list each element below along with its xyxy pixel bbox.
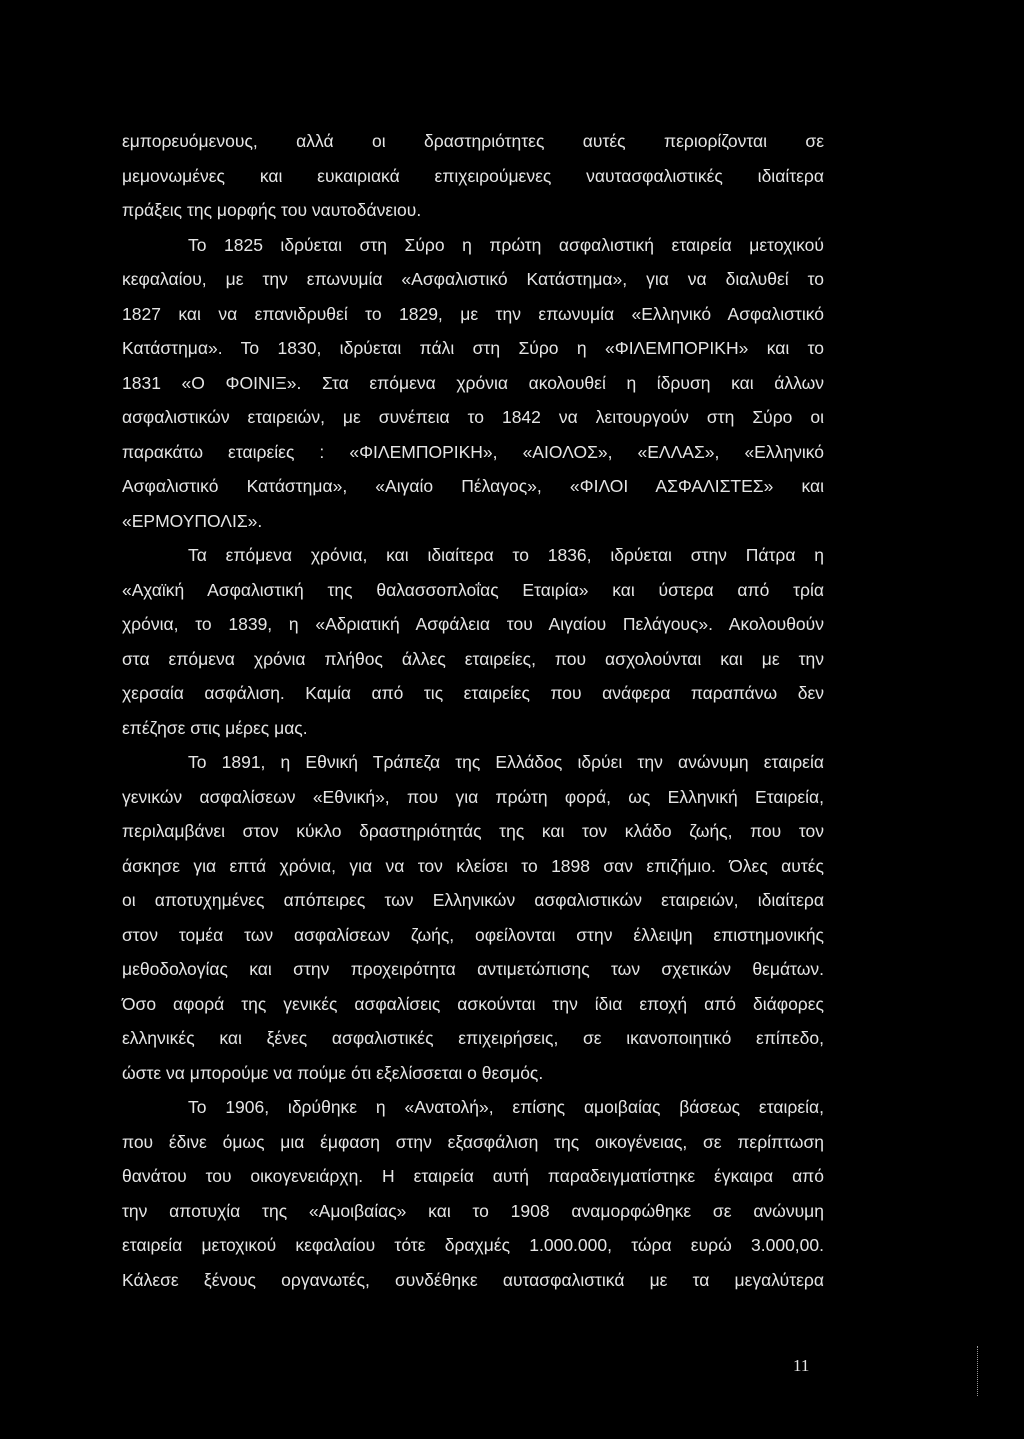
text-line: ασφαλιστικών εταιρειών, με συνέπεια το 1842 να λειτουργούν στη Σύρο οι	[122, 407, 824, 427]
text-line: πράξεις της μορφής του ναυτοδάνειου.	[122, 200, 422, 220]
text-line: χρόνια, το 1839, η «Αδριατική Ασφάλεια του Αιγαίου Πελάγους». Ακολουθούν	[122, 614, 824, 634]
text-line: περιλαμβάνει στον κύκλο δραστηριότητάς της και τον κλάδο ζωής, που τον	[122, 821, 824, 841]
text-line: την αποτυχία της «Αμοιβαίας» και το 1908 αναμορφώθηκε σε ανώνυμη	[122, 1200, 824, 1221]
text-line: εταιρεία μετοχικού κεφαλαίου τότε δραχμές 1.000.000, τώρα ευρώ 3.000,00.	[122, 1235, 824, 1255]
text-line: παρακάτω εταιρείες : «ΦΙΛΕΜΠΟΡΙΚΗ», «ΑΙΟΛΟΣ», «ΕΛΛΑΣ», «Ελληνικό	[122, 441, 824, 462]
text-line: Ασφαλιστικό Κατάστημα», «Αιγαίο Πέλαγος», «ΦΙΛΟΙ ΑΣΦΑΛΙΣΤΕΣ» και	[122, 476, 824, 496]
text-line: Το 1891, η Εθνική Τράπεζα της Ελλάδος ιδρύει την ανώνυμη εταιρεία	[188, 752, 824, 772]
text-line: Το 1825 ιδρύεται στη Σύρο η πρώτη ασφαλιστική εταιρεία μετοχικού	[188, 234, 824, 255]
text-line: ώστε να μπορούμε να πούμε ότι εξελίσσεται ο θεσμός.	[122, 1062, 544, 1083]
text-line: οι αποτυχημένες απόπειρες των Ελληνικών ασφαλιστικών εταιρειών, ιδιαίτερα	[122, 890, 824, 910]
text-line: μεμονωμένες και ευκαιριακά επιχειρούμενες ναυτασφαλιστικές ιδιαίτερα	[122, 165, 824, 186]
text-line: Κατάστημα». Το 1830, ιδρύεται πάλι στη Σύρο η «ΦΙΛΕΜΠΟΡΙΚΗ» και το	[122, 338, 824, 358]
text-line: 1831 «Ο ΦΟΙΝΙΞ». Στα επόμενα χρόνια ακολουθεί η ίδρυση και άλλων	[122, 372, 824, 393]
text-line: Κάλεσε ξένους οργανωτές, συνδέθηκε αυτασφαλιστικά με τα μεγαλύτερα	[122, 1269, 824, 1290]
page-number: 11	[793, 1356, 810, 1375]
text-line: στα επόμενα χρόνια πλήθος άλλες εταιρείες, που ασχολούνται και με την	[122, 648, 824, 669]
text-line: που έδινε όμως μια έμφαση στην εξασφάλιση της οικογένειας, σε περίπτωση	[122, 1131, 824, 1152]
text-line: ελληνικές και ξένες ασφαλιστικές επιχειρήσεις, σε ικανοποιητικό επίπεδο,	[122, 1028, 824, 1048]
scan-edge-marks	[977, 1346, 978, 1396]
text-line: θανάτου του οικογενειάρχη. Η εταιρεία αυτή παραδειγματίστηκε έγκαιρα από	[122, 1166, 824, 1186]
text-line: χερσαία ασφάλιση. Καμία από τις εταιρείες που ανάφερα παραπάνω δεν	[122, 683, 824, 703]
text-line: στον τομέα των ασφαλίσεων ζωής, οφείλονται στην έλλειψη επιστημονικής	[122, 924, 824, 945]
text-line: γενικών ασφαλίσεων «Εθνική», που για πρώτη φορά, ως Ελληνική Εταιρεία,	[122, 786, 824, 807]
text-line: εμπορευόμενους, αλλά οι δραστηριότητες αυτές περιορίζονται σε	[122, 131, 824, 151]
text-line: «ΕΡΜΟΥΠΟΛΙΣ».	[122, 510, 263, 531]
text-line: κεφαλαίου, με την επωνυμία «Ασφαλιστικό Κατάστημα», για να διαλυθεί το	[122, 269, 824, 289]
text-line: Όσο αφορά της γενικές ασφαλίσεις ασκούνται την ίδια εποχή από διάφορες	[122, 993, 824, 1014]
text-line: άσκησε για επτά χρόνια, για να τον κλείσει το 1898 σαν επιζήμιο. Όλες αυτές	[122, 855, 824, 876]
text-line: Τα επόμενα χρόνια, και ιδιαίτερα το 1836, ιδρύεται στην Πάτρα η	[188, 545, 824, 565]
body-text	[122, 124, 824, 1297]
text-line: Το 1906, ιδρύθηκε η «Ανατολή», επίσης αμοιβαίας βάσεως εταιρεία,	[188, 1097, 824, 1117]
text-line: 1827 και να επανιδρυθεί το 1829, με την επωνυμία «Ελληνικό Ασφαλιστικό	[122, 303, 824, 324]
text-line: επέζησε στις μέρες μας.	[122, 717, 308, 738]
text-line: «Αχαϊκή Ασφαλιστική της θαλασσοπλοΐας Εταιρία» και ύστερα από τρία	[122, 579, 824, 600]
text-line: μεθοδολογίας και στην προχειρότητα αντιμετώπισης των σχετικών θεμάτων.	[122, 959, 824, 979]
